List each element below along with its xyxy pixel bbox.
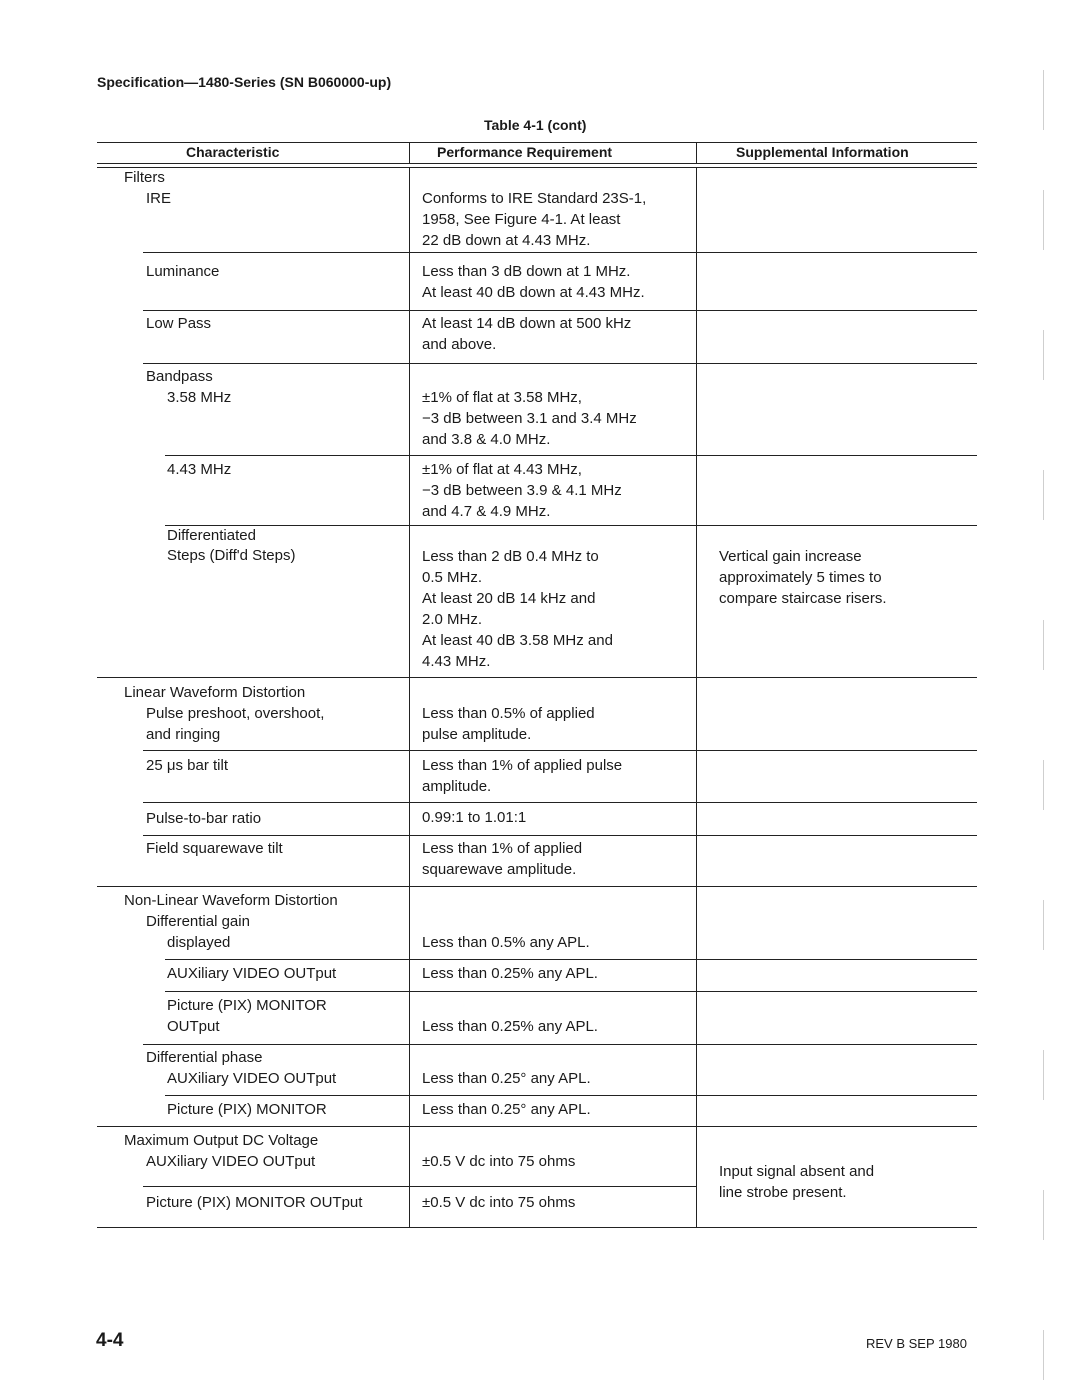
row-rule bbox=[165, 991, 977, 992]
perf-luminance: Less than 3 dB down at 1 MHz. bbox=[422, 263, 631, 280]
perf-bandpass-443: and 4.7 & 4.9 MHz. bbox=[422, 503, 551, 520]
char-max-dc-aux: AUXiliary VIDEO OUTput bbox=[146, 1153, 316, 1170]
binding-edge-mark bbox=[1043, 70, 1044, 130]
header-divider-2 bbox=[696, 142, 697, 164]
row-rule bbox=[97, 1126, 977, 1127]
perf-ire: 22 dB down at 4.43 MHz. bbox=[422, 232, 591, 249]
row-rule bbox=[165, 455, 977, 456]
char-diff-gain-displayed: displayed bbox=[167, 934, 231, 951]
row-rule bbox=[143, 310, 977, 311]
row-rule bbox=[165, 959, 977, 960]
perf-field-squarewave: squarewave amplitude. bbox=[422, 861, 577, 878]
table-bottom-rule bbox=[97, 1227, 977, 1228]
header-divider-1 bbox=[409, 142, 410, 164]
char-nonlinear-distortion: Non-Linear Waveform Distortion bbox=[124, 892, 338, 909]
char-bandpass-358: 3.58 MHz bbox=[167, 389, 232, 406]
perf-pulse: pulse amplitude. bbox=[422, 726, 532, 743]
binding-edge-mark bbox=[1043, 620, 1044, 670]
perf-diff-gain-pix: Less than 0.25% any APL. bbox=[422, 1018, 598, 1035]
perf-ire: 1958, See Figure 4-1. At least bbox=[422, 211, 621, 228]
row-rule bbox=[143, 363, 977, 364]
supp-diff-steps: approximately 5 times to bbox=[719, 569, 882, 586]
char-diff-phase-aux: AUXiliary VIDEO OUTput bbox=[167, 1070, 337, 1087]
row-rule bbox=[143, 802, 977, 803]
perf-low-pass: and above. bbox=[422, 336, 497, 353]
row-rule bbox=[143, 1186, 696, 1187]
perf-diff-gain-aux: Less than 0.25% any APL. bbox=[422, 965, 598, 982]
row-rule bbox=[165, 1095, 977, 1096]
binding-edge-mark bbox=[1043, 900, 1044, 950]
char-low-pass: Low Pass bbox=[146, 315, 212, 332]
binding-edge-mark bbox=[1043, 330, 1044, 380]
row-rule bbox=[143, 252, 977, 253]
binding-edge-mark bbox=[1043, 1330, 1044, 1380]
perf-bandpass-358: −3 dB between 3.1 and 3.4 MHz bbox=[422, 410, 637, 427]
char-field-squarewave: Field squarewave tilt bbox=[146, 840, 283, 857]
supp-diff-steps: Vertical gain increase bbox=[719, 548, 862, 565]
perf-bandpass-443: −3 dB between 3.9 & 4.1 MHz bbox=[422, 482, 622, 499]
char-diff-gain: Differential gain bbox=[146, 913, 250, 930]
running-title: Specification—1480-Series (SN B060000-up) bbox=[97, 74, 392, 90]
header-supplemental: Supplemental Information bbox=[736, 144, 909, 160]
header-top-rule bbox=[97, 142, 977, 143]
char-linear-distortion: Linear Waveform Distortion bbox=[124, 684, 306, 701]
binding-edge-mark bbox=[1043, 470, 1044, 520]
perf-bar-tilt: Less than 1% of applied pulse bbox=[422, 757, 623, 774]
header-performance: Performance Requirement bbox=[437, 144, 613, 160]
column-divider-2 bbox=[696, 167, 697, 1227]
char-diff-gain-pix: Picture (PIX) MONITOR bbox=[167, 997, 327, 1014]
table-title: Table 4-1 (cont) bbox=[484, 117, 587, 133]
char-bar-tilt: 25 μs bar tilt bbox=[146, 757, 229, 774]
perf-pulse: Less than 0.5% of applied bbox=[422, 705, 595, 722]
header-bottom-rule-2 bbox=[97, 167, 977, 168]
binding-edge-mark bbox=[1043, 760, 1044, 810]
char-diff-gain-pix: OUTput bbox=[167, 1018, 220, 1035]
perf-diff-steps: 0.5 MHz. bbox=[422, 569, 483, 586]
char-max-dc: Maximum Output DC Voltage bbox=[124, 1132, 319, 1149]
perf-diff-steps: Less than 2 dB 0.4 MHz to bbox=[422, 548, 599, 565]
perf-field-squarewave: Less than 1% of applied bbox=[422, 840, 583, 857]
perf-ire: Conforms to IRE Standard 23S-1, bbox=[422, 190, 647, 207]
column-divider-1 bbox=[409, 167, 410, 1227]
char-diff-phase: Differential phase bbox=[146, 1049, 263, 1066]
row-rule bbox=[143, 1044, 977, 1045]
perf-max-dc-pix: ±0.5 V dc into 75 ohms bbox=[422, 1194, 576, 1211]
perf-luminance: At least 40 dB down at 4.43 MHz. bbox=[422, 284, 645, 301]
binding-edge-mark bbox=[1043, 1050, 1044, 1100]
char-diff-phase-pix: Picture (PIX) MONITOR bbox=[167, 1101, 327, 1118]
row-rule bbox=[143, 750, 977, 751]
char-bandpass-443: 4.43 MHz bbox=[167, 461, 232, 478]
perf-diff-gain-displayed: Less than 0.5% any APL. bbox=[422, 934, 590, 951]
binding-edge-mark bbox=[1043, 190, 1044, 250]
char-pulse: and ringing bbox=[146, 726, 221, 743]
perf-bandpass-443: ±1% of flat at 4.43 MHz, bbox=[422, 461, 582, 478]
header-characteristic: Characteristic bbox=[186, 144, 280, 160]
perf-bar-tilt: amplitude. bbox=[422, 778, 492, 795]
perf-bandpass-358: and 3.8 & 4.0 MHz. bbox=[422, 431, 551, 448]
perf-diff-phase-aux: Less than 0.25° any APL. bbox=[422, 1070, 591, 1087]
perf-diff-steps: At least 40 dB 3.58 MHz and bbox=[422, 632, 613, 649]
perf-max-dc-aux: ±0.5 V dc into 75 ohms bbox=[422, 1153, 576, 1170]
char-diff-steps: Steps (Diff'd Steps) bbox=[167, 547, 296, 564]
perf-diff-steps: 2.0 MHz. bbox=[422, 611, 483, 628]
char-luminance: Luminance bbox=[146, 263, 220, 280]
page-number: 4-4 bbox=[96, 1330, 124, 1351]
char-diff-gain-aux: AUXiliary VIDEO OUTput bbox=[167, 965, 337, 982]
row-rule bbox=[165, 525, 977, 526]
perf-bandpass-358: ±1% of flat at 3.58 MHz, bbox=[422, 389, 582, 406]
row-rule bbox=[143, 835, 977, 836]
char-filters: Filters bbox=[124, 169, 165, 186]
binding-edge-mark bbox=[1043, 1190, 1044, 1240]
char-diff-steps: Differentiated bbox=[167, 527, 256, 544]
perf-pulse-to-bar: 0.99:1 to 1.01:1 bbox=[422, 809, 527, 826]
char-bandpass: Bandpass bbox=[146, 368, 213, 385]
perf-low-pass: At least 14 dB down at 500 kHz bbox=[422, 315, 632, 332]
perf-diff-steps: 4.43 MHz. bbox=[422, 653, 491, 670]
revision-stamp: REV B SEP 1980 bbox=[866, 1336, 967, 1351]
perf-diff-steps: At least 20 dB 14 kHz and bbox=[422, 590, 596, 607]
perf-diff-phase-pix: Less than 0.25° any APL. bbox=[422, 1101, 591, 1118]
header-bottom-rule bbox=[97, 163, 977, 164]
row-rule bbox=[97, 677, 977, 678]
supp-diff-steps: compare staircase risers. bbox=[719, 590, 887, 607]
supp-max-dc: Input signal absent and bbox=[719, 1163, 875, 1180]
row-rule bbox=[97, 886, 977, 887]
char-max-dc-pix: Picture (PIX) MONITOR OUTput bbox=[146, 1194, 363, 1211]
char-pulse-to-bar: Pulse-to-bar ratio bbox=[146, 810, 262, 827]
char-ire: IRE bbox=[146, 190, 172, 207]
char-pulse: Pulse preshoot, overshoot, bbox=[146, 705, 325, 722]
supp-max-dc: line strobe present. bbox=[719, 1184, 847, 1201]
